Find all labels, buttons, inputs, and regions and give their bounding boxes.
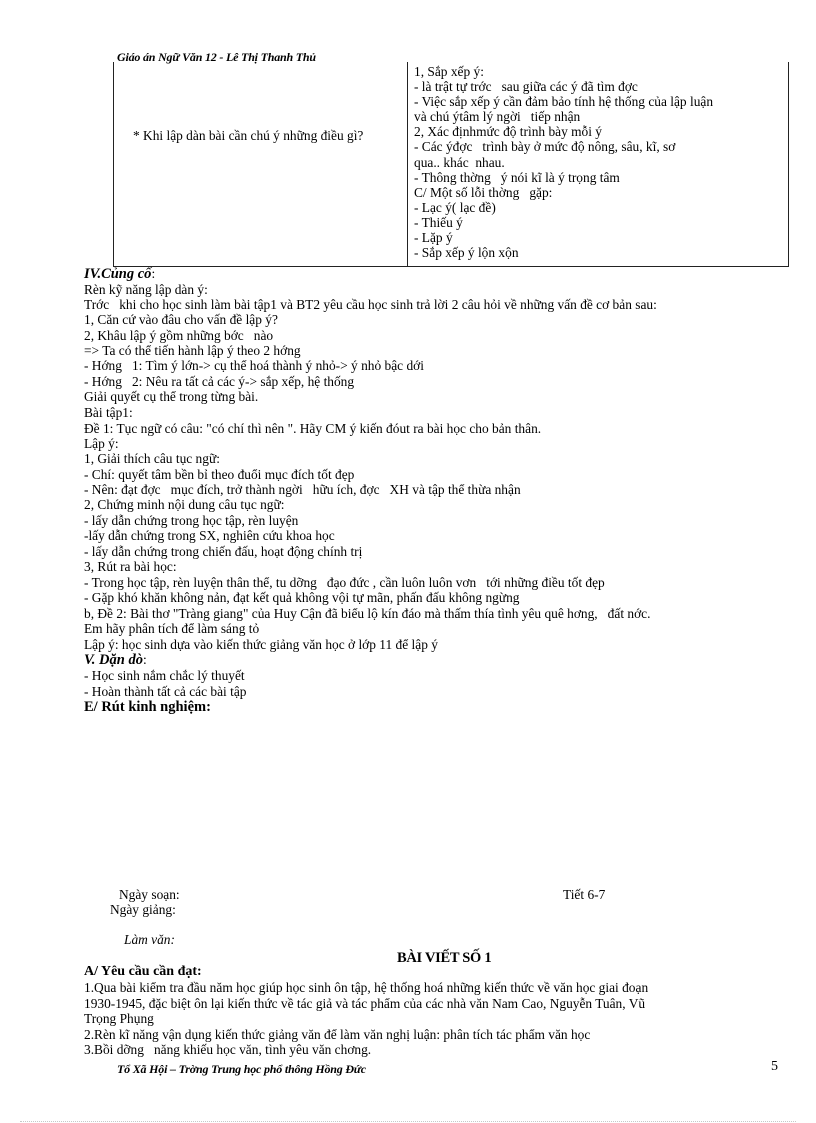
body-line: Bài tập1:	[84, 405, 133, 420]
answer-line: - Việc sắp xếp ý cần đảm bảo tính hệ thống của lập luận	[414, 94, 714, 110]
table-question-cell: * Khi lập dàn bài cần chú ý những điều gì?	[133, 128, 364, 143]
body-line: - lấy dẫn chứng trong chiến đấu, hoạt động chính trị	[84, 544, 363, 559]
body-line: - Hoàn thành tất cả các bài tập	[84, 684, 247, 699]
table-column-divider	[407, 62, 408, 266]
body-line: 2, Chứng minh nội dung câu tục ngữ:	[84, 497, 285, 512]
body-line: - lấy dẫn chứng trong học tập, rèn luyện	[84, 513, 299, 528]
body-line: 3, Rút ra bài học:	[84, 559, 177, 574]
page-boundary	[20, 1121, 796, 1122]
answer-line: và chú ýtâm lý ngời tiếp nhận	[414, 109, 581, 125]
body-line: Trọng Phụng	[84, 1011, 154, 1026]
body-line: - Hớng 1: Tìm ý lớn-> cụ thể hoá thành ý nhỏ-> ý nhỏ bậc dới	[84, 358, 424, 373]
body-line: Rèn kỹ năng lập dàn ý:	[84, 282, 208, 297]
tiet-label: Tiết 6-7	[563, 887, 606, 902]
body-line: 2.Rèn kĩ năng vận dụng kiến thức giảng văn để làm văn nghị luận: phân tích tác phẩm văn học	[84, 1027, 591, 1042]
body-line: Lập ý:	[84, 436, 119, 451]
lesson-title: BÀI VIẾT SỐ 1	[397, 950, 492, 966]
body-line: Lập ý: học sinh dựa vào kiến thức giảng văn học ở lớp 11 để lập ý	[84, 637, 438, 652]
section-v-heading: V. Dặn dò:	[84, 652, 147, 668]
answer-line: - Lặp ý	[414, 230, 453, 246]
body-line: 2, Khâu lập ý gồm những bớc nào	[84, 328, 274, 343]
answer-line: - Các ýđợc trình bày ở mức độ nông, sâu, kĩ, sơ	[414, 139, 676, 155]
body-line: => Ta có thể tiến hành lập ý theo 2 hớng	[84, 343, 301, 358]
body-line: - Học sinh nắm chắc lý thuyết	[84, 668, 245, 683]
page-number: 5	[771, 1059, 778, 1074]
answer-line: - Thiếu ý	[414, 214, 463, 230]
answer-line: 1, Sắp xếp ý:	[414, 64, 484, 79]
body-line: 1, Căn cứ vào đâu cho vấn đề lập ý?	[84, 312, 278, 327]
body-line: b, Đề 2: Bài thơ "Tràng giang" của Huy Cận đã biểu lộ kín đáo mà thấm thía tình yêu quê hơng, đất nớc.	[84, 606, 651, 621]
body-line: 1.Qua bài kiểm tra đầu năm học giúp học sinh ôn tập, hệ thống hoá những kiến thức về văn học giai đoạn	[84, 980, 649, 995]
body-line: - Gặp khó khăn không nản, đạt kết quả không vội tự mãn, phấn đấu không ngừng	[84, 590, 520, 605]
table-answer-cell	[414, 64, 713, 260]
page-header-title: Giáo án Ngữ Văn 12 - Lê Thị Thanh Thủ	[117, 50, 316, 64]
section-e-heading: E/ Rút kinh nghiệm:	[84, 699, 211, 715]
answer-line: - Lạc ý( lạc đề)	[414, 199, 496, 215]
page-footer-text: Tổ Xã Hội – Trờng Trung học phổ thông Hồng Đức	[117, 1062, 366, 1076]
answer-line: qua.. khác nhau.	[414, 154, 505, 170]
body-line: 1, Giải thích câu tục ngữ:	[84, 451, 220, 466]
ngay-soan-label: Ngày soạn:	[119, 887, 180, 902]
answer-line: - là trật tự trớc sau giữa các ý đã tìm đợc	[414, 79, 638, 95]
body-line: Trớc khi cho học sinh làm bài tập1 và BT2 yêu cầu học sinh trả lời 2 câu hỏi về những vấn đề cơ bản sau:	[84, 297, 657, 312]
body-line: Đề 1: Tục ngữ có câu: "có chí thì nên ". Hãy CM ý kiến đóut ra bài học cho bản thân.	[84, 421, 542, 436]
section-a-heading: A/ Yêu cầu cần đạt:	[84, 964, 202, 979]
body-line: Giải quyết cụ thể trong từng bài.	[84, 389, 259, 404]
answer-line: 2, Xác địnhmức độ trình bày mỗi ý	[414, 124, 602, 140]
lam-van-label: Làm văn:	[124, 932, 175, 947]
ngay-giang-label: Ngày giảng:	[110, 902, 176, 917]
answer-line: - Sắp xếp ý lộn xộn	[414, 245, 519, 261]
body-line: - Trong học tập, rèn luyện thân thể, tu dỡng đạo đức , cần luôn luôn vơn tới những điều tốt đẹp	[84, 575, 605, 590]
body-line: 3.Bồi dỡng năng khiếu học văn, tình yêu văn chơng.	[84, 1042, 372, 1057]
body-line: -lấy dẫn chứng trong SX, nghiên cứu khoa học	[84, 528, 335, 543]
answer-line: - Thông thờng ý nói kĩ là ý trọng tâm	[414, 169, 620, 185]
body-line: - Hớng 2: Nêu ra tất cả các ý-> sắp xếp, hệ thống	[84, 374, 355, 389]
answer-line: C/ Một số lỗi thờng gặp:	[414, 184, 553, 200]
body-line: Em hãy phân tích để làm sáng tỏ	[84, 621, 260, 636]
section-iv-heading: IV.Củng cố:	[84, 266, 156, 282]
body-line: 1930-1945, đặc biệt ôn lại kiến thức về tác giả và tác phẩm của các nhà văn Nam Cao, Nguyễn Tuân, Vũ	[84, 996, 646, 1011]
lesson-table	[113, 62, 789, 267]
body-line: - Nên: đạt đợc mục đích, trở thành ngời hữu ích, đợc XH và tập thể thừa nhận	[84, 482, 521, 497]
body-line: - Chí: quyết tâm bền bỉ theo đuổi mục đích tốt đẹp	[84, 467, 355, 482]
